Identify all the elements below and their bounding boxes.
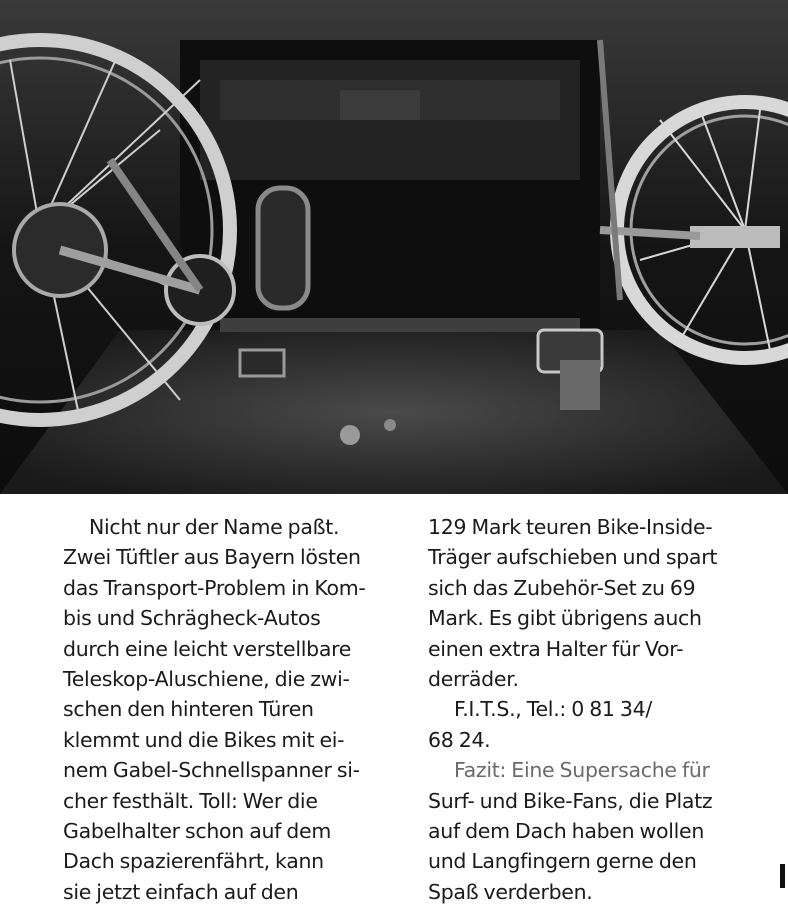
article-column-left	[63, 512, 393, 907]
article-line: bis und Schrägheck-Autos	[63, 606, 321, 631]
article-line: derräder.	[428, 666, 519, 691]
article-line: sie jetzt einfach auf den	[63, 879, 299, 904]
article-column-right	[428, 512, 758, 907]
contact-line: F.I.T.S., Tel.: 0 81 34/	[454, 697, 652, 722]
article-line: Träger aufschieben und spart	[428, 545, 718, 570]
fazit-line: Spaß verderben.	[428, 879, 593, 904]
article-line: Mark. Es gibt übrigens auch	[428, 606, 702, 631]
contact-line: 68 24.	[428, 727, 491, 752]
fazit-line: Surf- und Bike-Fans, die Platz	[428, 788, 713, 813]
article-line: Nicht nur der Name paßt.	[89, 515, 340, 539]
article-line: Teleskop-Aluschiene, die zwi-	[63, 666, 350, 691]
article-line: Gabelhalter schon auf dem	[63, 818, 331, 843]
article-line: nem Gabel-Schnellspanner si-	[63, 758, 360, 783]
fazit-line: auf dem Dach haben wollen	[428, 818, 705, 843]
article-text	[0, 512, 788, 904]
article-line: schen den hinteren Türen	[63, 697, 314, 722]
article-line: Dach spazierenfährt, kann	[63, 849, 324, 874]
fazit-line: und Langfingern gerne den	[428, 849, 697, 874]
article-line: sich das Zubehör-Set zu 69	[428, 575, 696, 600]
article-line: klemmt und die Bikes mit ei-	[63, 727, 345, 752]
article-line: einen extra Halter für Vor-	[428, 636, 684, 661]
article-line: das Transport-Problem in Kom-	[63, 575, 366, 600]
article-line: Zwei Tüftler aus Bayern lösten	[63, 545, 361, 570]
article-line: 129 Mark teuren Bike-Inside-	[428, 515, 713, 539]
scan-edge-mark	[780, 864, 785, 888]
article-line: cher festhält. Toll: Wer die	[63, 788, 318, 813]
fazit-line: Fazit: Eine Supersache für	[454, 758, 710, 783]
article-line: durch eine leicht verstellbare	[63, 636, 352, 661]
